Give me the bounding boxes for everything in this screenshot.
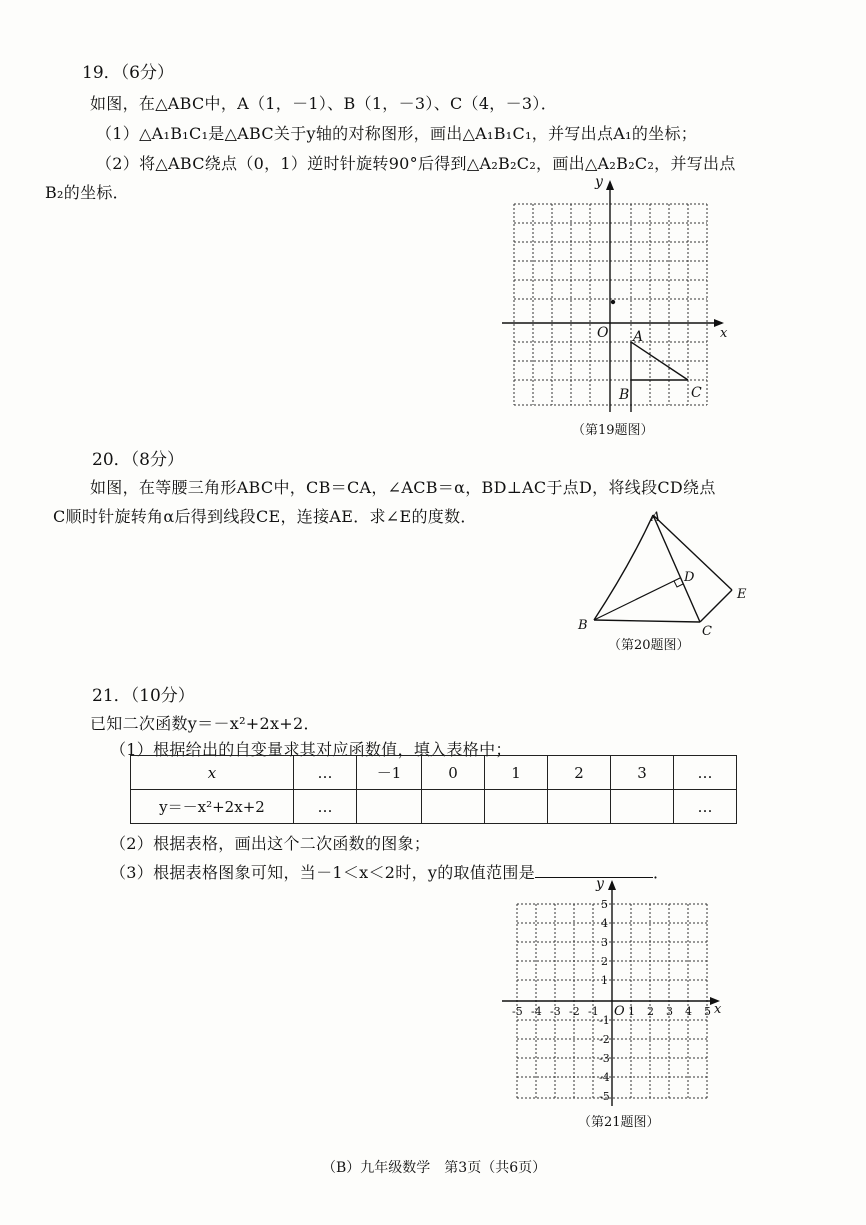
table-cell: … bbox=[674, 756, 737, 790]
q19-point-c-label: C bbox=[691, 385, 702, 401]
q21-y-arrow bbox=[608, 880, 616, 890]
q21-part2: （2）根据表格，画出这个二次函数的图象； bbox=[110, 834, 431, 853]
y-tick-label: -5 bbox=[599, 1090, 610, 1103]
q21-y-label: y bbox=[596, 876, 604, 892]
q19-y-label: y bbox=[595, 176, 603, 190]
q20-heading: 20．（8分） bbox=[92, 450, 184, 470]
q19-part2-line1: （2）将△ABC绕点（0，1）逆时针旋转90°后得到△A₂B₂C₂，画出△A₂B₂C₂，并写出点 bbox=[96, 154, 736, 173]
table-cell: … bbox=[294, 756, 357, 790]
table-cell: 1 bbox=[485, 756, 548, 790]
y-tick-label: -1 bbox=[599, 1014, 610, 1027]
q19-point-b-label: B bbox=[619, 387, 630, 403]
table-cell: … bbox=[674, 790, 737, 824]
q20-segment-ce bbox=[700, 590, 732, 622]
q20-caption: （第20题图） bbox=[608, 638, 690, 653]
q21-part3-text: （3）根据表格图象可知，当－1＜x＜2时，y的取值范围是 bbox=[110, 863, 536, 882]
q19-part1: （1）△A₁B₁C₁是△ABC关于y轴的对称图形，画出△A₁B₁C₁，并写出点A₁的坐标； bbox=[96, 124, 698, 143]
x-tick-label: 1 bbox=[628, 1005, 635, 1018]
x-tick-label: 4 bbox=[685, 1005, 692, 1018]
q21-origin-label: O bbox=[614, 1004, 625, 1019]
q19-part2-line2: B₂的坐标． bbox=[45, 183, 129, 202]
x-tick-label: 5 bbox=[704, 1005, 711, 1018]
q19-caption: （第19题图） bbox=[572, 423, 654, 438]
q20-point-c-label: C bbox=[702, 624, 712, 639]
y-tick-label: 1 bbox=[601, 974, 608, 987]
q19-origin-label: O bbox=[597, 325, 609, 341]
q20-point-a-label: A bbox=[651, 510, 661, 525]
value-table bbox=[130, 755, 737, 824]
q20-point-d-label: D bbox=[684, 570, 695, 585]
q20-side-ab bbox=[594, 515, 653, 620]
table-cell[interactable] bbox=[611, 790, 674, 824]
q20-point-e-label: E bbox=[737, 587, 747, 602]
q21-caption: （第21题图） bbox=[578, 1115, 660, 1130]
x-tick-label: -5 bbox=[512, 1005, 523, 1018]
q21-figure bbox=[498, 874, 734, 1136]
table-cell: 0 bbox=[422, 756, 485, 790]
y-tick-label: 4 bbox=[601, 917, 608, 930]
table-cell[interactable] bbox=[422, 790, 485, 824]
x-tick-label: -2 bbox=[569, 1005, 580, 1018]
y-tick-label: 2 bbox=[601, 955, 608, 968]
x-tick-label: 3 bbox=[666, 1005, 673, 1018]
q19-x-label: x bbox=[720, 326, 728, 341]
y-tick-label: 3 bbox=[601, 936, 608, 949]
table-cell: … bbox=[294, 790, 357, 824]
q21-x-label: x bbox=[714, 1002, 722, 1017]
q21-part3-end: ． bbox=[653, 863, 670, 882]
table-cell: 3 bbox=[611, 756, 674, 790]
q21-stem: 已知二次函数y＝－x²+2x+2． bbox=[90, 714, 320, 733]
table-cell: 2 bbox=[548, 756, 611, 790]
q19-y-arrow bbox=[606, 180, 614, 190]
page-footer: （B）九年级数学 第3页（共6页） bbox=[322, 1160, 547, 1176]
y-tick-label: -4 bbox=[599, 1071, 610, 1084]
table-cell[interactable] bbox=[357, 790, 422, 824]
x-tick-label: -3 bbox=[550, 1005, 561, 1018]
q20-point-b-label: B bbox=[578, 618, 588, 633]
table-cell: y＝－x²+2x+2 bbox=[131, 790, 294, 824]
table-cell: －1 bbox=[357, 756, 422, 790]
q19-figure bbox=[496, 176, 736, 442]
table-cell: x bbox=[131, 756, 294, 790]
table-row bbox=[131, 756, 737, 790]
x-tick-label: -4 bbox=[531, 1005, 542, 1018]
q20-stem-line1: 如图，在等腰三角形ABC中，CB＝CA，∠ACB＝α，BD⊥AC于点D，将线段CD绕点 bbox=[90, 478, 716, 497]
q20-figure bbox=[570, 505, 780, 655]
q20-side-ac bbox=[653, 515, 700, 622]
q19-point-a-label: A bbox=[633, 329, 644, 345]
table-row bbox=[131, 790, 737, 824]
q19-rotation-center bbox=[611, 300, 615, 304]
table-cell[interactable] bbox=[485, 790, 548, 824]
q19-stem: 如图，在△ABC中，A（1，－1）、B（1，－3）、C（4，－3）． bbox=[90, 94, 557, 113]
q19-heading: 19．（6分） bbox=[82, 63, 174, 83]
y-tick-label: 5 bbox=[601, 898, 608, 911]
x-tick-label: 2 bbox=[647, 1005, 654, 1018]
q20-side-bc bbox=[594, 620, 700, 622]
y-tick-label: -3 bbox=[599, 1052, 610, 1065]
y-tick-label: -2 bbox=[599, 1033, 610, 1046]
q20-stem-line2: C顺时针旋转角α后得到线段CE，连接AE．求∠E的度数． bbox=[53, 507, 477, 526]
q21-part1: （1）根据给出的自变量求其对应函数值，填入表格中； bbox=[110, 740, 512, 759]
q21-heading: 21．（10分） bbox=[92, 686, 195, 706]
x-tick-label: -1 bbox=[588, 1005, 599, 1018]
table-cell[interactable] bbox=[548, 790, 611, 824]
